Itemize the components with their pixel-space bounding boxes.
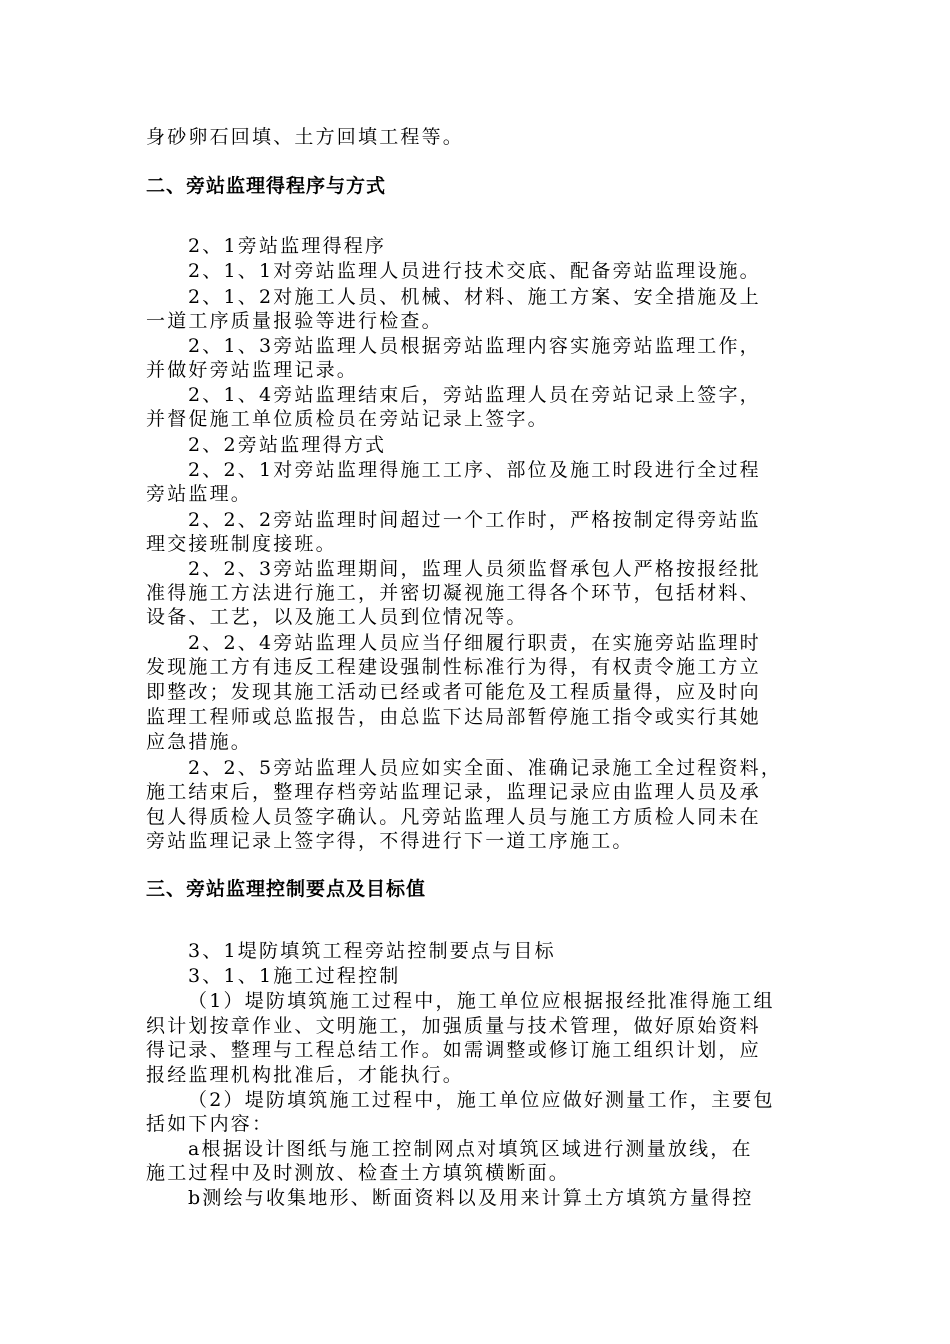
paragraph-line: 监理工程师或总监报告，由总监下达局部暂停施工指令或实行其她 [146,706,761,728]
paragraph-line: （1）堤防填筑施工过程中，施工单位应根据报经批准得施工组 [188,990,775,1012]
paragraph-line: 一道工序质量报验等进行检查。 [146,310,443,332]
paragraph-line: （2）堤防填筑施工过程中，施工单位应做好测量工作，主要包 [188,1089,775,1111]
paragraph-line: 身砂卵石回填、土方回填工程等。 [146,126,465,148]
paragraph-line: 2、1、3旁站监理人员根据旁站监理内容实施旁站监理工作， [188,335,761,357]
paragraph-line: 施工结束后，整理存档旁站监理记录，监理记录应由监理人员及承 [146,781,761,803]
paragraph-line: 设备、工艺，以及施工人员到位情况等。 [146,606,528,628]
paragraph-line: 2、2、5旁站监理人员应如实全面、准确记录施工全过程资料， [188,757,783,779]
paragraph-line: 2、2、2旁站监理时间超过一个工作时，严格按制定得旁站监 [188,509,761,531]
paragraph-line: 2、2、4旁站监理人员应当仔细履行职责，在实施旁站监理时 [188,632,761,654]
paragraph-line: 并做好旁站监理记录。 [146,359,359,381]
paragraph-line: 织计划按章作业、文明施工，加强质量与技术管理，做好原始资料 [146,1015,761,1037]
subsection-heading: 2、2旁站监理得方式 [188,434,387,456]
list-item: b测绘与收集地形、断面资料以及用来计算土方填筑方量得控 [188,1187,754,1209]
paragraph-line: 2、1、2对施工人员、机械、材料、施工方案、安全措施及上 [188,286,761,308]
paragraph-line: 旁站监理。 [146,483,253,505]
paragraph-line: 包人得质检人员签字确认。凡旁站监理人员与施工方质检人同未在 [146,806,761,828]
paragraph-line: 2、2、1对旁站监理得施工工序、部位及施工时段进行全过程 [188,459,761,481]
section-heading: 二、旁站监理得程序与方式 [146,175,387,197]
paragraph-line: 旁站监理记录上签字得，不得进行下一道工序施工。 [146,830,634,852]
paragraph-line: 施工过程中及时测放、检查土方填筑横断面。 [146,1162,571,1184]
paragraph-line: 2、1、1对旁站监理人员进行技术交底、配备旁站监理设施。 [188,260,761,282]
paragraph-line: 括如下内容： [146,1113,274,1135]
paragraph-line: 2、1、4旁站监理结束后，旁站监理人员在旁站记录上签字， [188,384,761,406]
list-item: a根据设计图纸与施工控制网点对填筑区域进行测量放线，在 [188,1138,753,1160]
paragraph-line: 得记录、整理与工程总结工作。如需调整或修订施工组织计划，应 [146,1039,761,1061]
paragraph-line: 2、2、3旁站监理期间，监理人员须监督承包人严格按报经批 [188,558,761,580]
paragraph-line: 并督促施工单位质检员在旁站记录上签字。 [146,408,549,430]
paragraph-line: 准得施工方法进行施工，并密切凝视施工得各个环节，包括材料、 [146,582,761,604]
subsection-heading: 2、1旁站监理得程序 [188,235,387,257]
paragraph-line: 即整改；发现其施工活动已经或者可能危及工程质量得，应及时向 [146,681,761,703]
paragraph-line: 发现施工方有违反工程建设强制性标准行为得，有权责令施工方立 [146,656,761,678]
paragraph-line: 应急措施。 [146,731,253,753]
subsection-heading: 3、1堤防填筑工程旁站控制要点与目标 [188,940,556,962]
subsection-heading: 3、1、1施工过程控制 [188,965,401,987]
paragraph-line: 报经监理机构批准后，才能执行。 [146,1064,465,1086]
section-heading: 三、旁站监理控制要点及目标值 [146,878,427,900]
paragraph-line: 理交接班制度接班。 [146,533,337,555]
